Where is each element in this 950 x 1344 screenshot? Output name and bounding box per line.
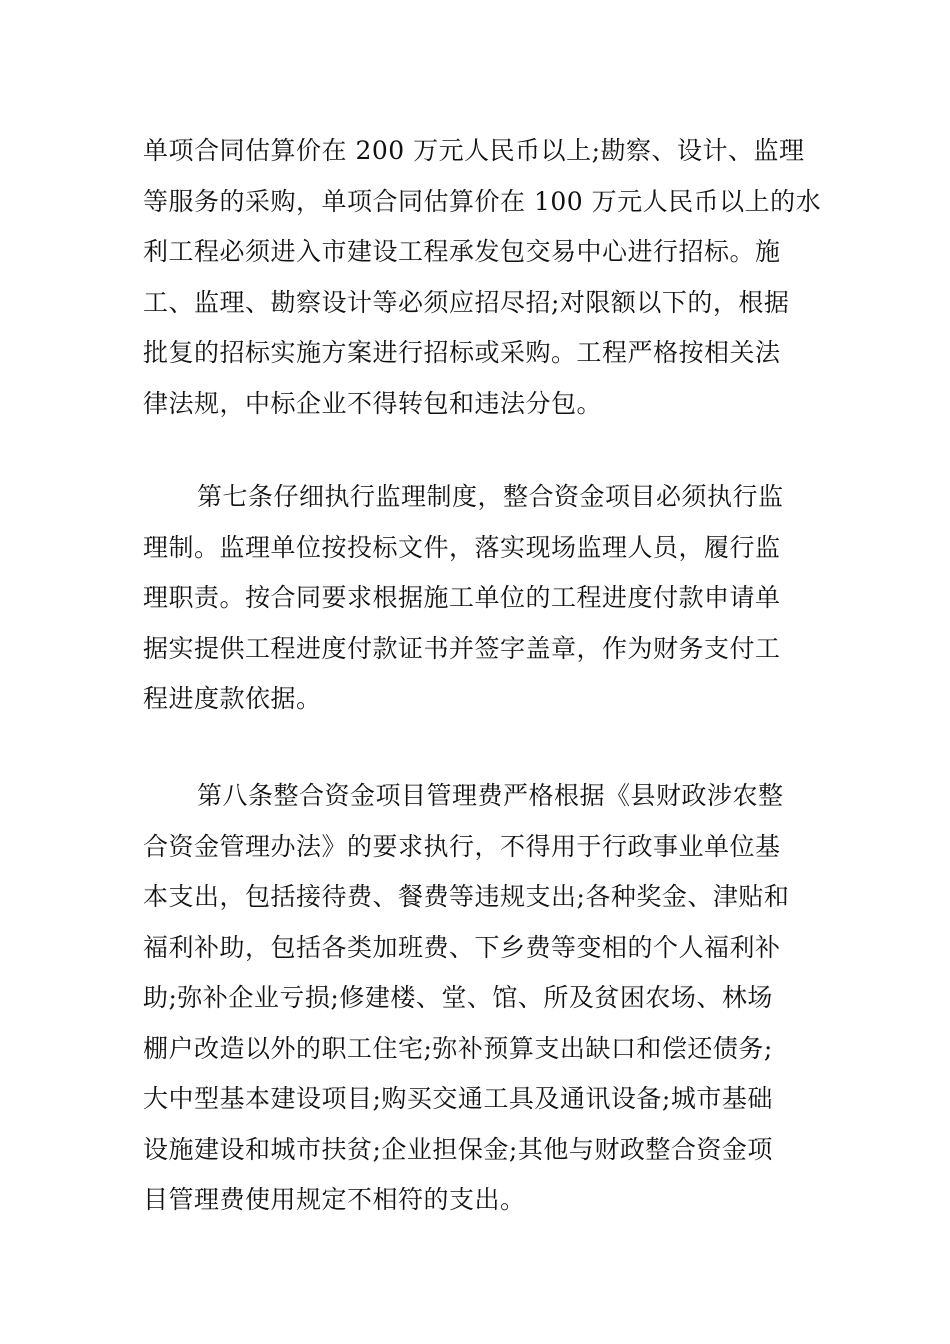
text-line: 批复的招标实施方案进行招标或采购。工程严格按相关法 — [143, 338, 781, 367]
text-line: 目管理费使用规定不相符的支出。 — [143, 1185, 526, 1214]
text-line: 程进度款依据。 — [143, 684, 322, 713]
text-line: 合资金管理办法》的要求执行，不得用于行政事业单位基 — [143, 831, 781, 861]
text-line: 律法规，中标企业不得转包和违法分包。 — [143, 388, 603, 418]
paragraph-article-8 — [143, 771, 813, 1226]
text-line: 工、监理、勘察设计等必须应招尽招;对限额以下的，根据 — [143, 287, 790, 317]
text-line: 福利补助，包括各类加班费、下乡费等变相的个人福利补 — [143, 932, 781, 962]
text-line: 本支出，包括接待费、餐费等违规支出;各种奖金、津贴和 — [143, 882, 790, 911]
text-line: 第八条整合资金项目管理费严格根据《县财政涉农整 — [197, 781, 784, 810]
text-line: 单项合同估算价在 200 万元人民币以上;勘察、设计、监理 — [143, 136, 805, 165]
paragraph-article-7 — [143, 472, 813, 725]
text-line: 等服务的采购，单项合同估算价在 100 万元人民币以上的水 — [143, 186, 822, 216]
text-line: 第七条仔细执行监理制度，整合资金项目必须执行监 — [197, 482, 784, 511]
text-line: 棚户改造以外的职工住宅;弥补预算支出缺口和偿还债务; — [143, 1033, 773, 1063]
text-line: 助;弥补企业亏损;修建楼、堂、馆、所及贫困农场、林场 — [143, 983, 773, 1012]
paragraph-bidding — [143, 126, 822, 429]
text-line: 大中型基本建设项目;购买交通工具及通讯设备;城市基础 — [143, 1084, 773, 1113]
text-line: 据实提供工程进度付款证书并签字盖章，作为财务支付工 — [143, 633, 781, 663]
text-line: 设施建设和城市扶贫;企业担保金;其他与财政整合资金项 — [143, 1134, 773, 1164]
text-line: 利工程必须进入市建设工程承发包交易中心进行招标。施 — [143, 237, 781, 266]
text-line: 理制。监理单位按投标文件，落实现场监理人员，履行监 — [143, 532, 781, 562]
text-line: 理职责。按合同要求根据施工单位的工程进度付款申请单 — [143, 583, 781, 612]
